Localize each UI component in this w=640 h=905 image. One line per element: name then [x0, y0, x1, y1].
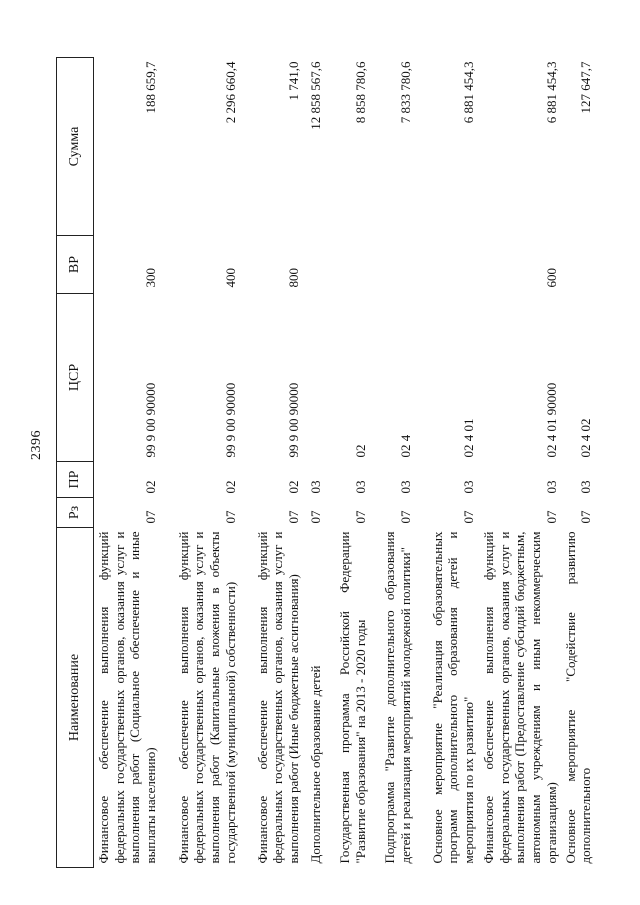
- row-name: Подпрограмма "Развитие дополнительного образования детей и реализация мероприятий молодежной политики": [382, 531, 413, 864]
- table-row: [415, 58, 478, 868]
- row-name: Государственная программа Российской Федерации "Развитие образования" на 2013 - 2020 годы: [337, 531, 368, 864]
- table-row: [371, 58, 416, 868]
- table-row: [94, 58, 161, 868]
- row-csr: 99 9 00 90000: [143, 382, 159, 458]
- row-rz: 07: [352, 510, 368, 524]
- row-vr: 800: [285, 268, 301, 288]
- table-row: [326, 58, 371, 868]
- header-csr: ЦСР: [57, 294, 94, 462]
- table-row: [561, 58, 596, 868]
- row-pr: 03: [578, 480, 594, 494]
- row-pr: 02: [285, 480, 301, 494]
- row-name: Основное мероприятие "Содействие развитию дополнительного: [562, 531, 594, 864]
- table-row: [240, 58, 303, 868]
- row-csr: 02 4: [397, 434, 413, 458]
- row-name: Финансовое обеспечение выполнения функций федеральных государственных органов, оказания услуг и выполнения работ (Иные бюджетные ассигнования): [254, 531, 301, 864]
- header-pr: ПР: [57, 462, 94, 498]
- row-pr: 03: [461, 480, 476, 494]
- header-name: Наименование: [57, 528, 94, 868]
- row-vr: [415, 236, 478, 294]
- row-rz: 07: [397, 510, 413, 524]
- page-number: 2396: [29, 430, 44, 460]
- row-name: Финансовое обеспечение выполнения функций федеральных государственных органов, оказания услуг и выполнения работ (Предоставление субсидий бюджетным, автономным учреждениям и иным некоммерческим организациям): [481, 531, 559, 864]
- row-pr: 03: [308, 480, 324, 494]
- row-rz: 07: [285, 510, 301, 524]
- row-name: Дополнительное образование детей: [308, 665, 324, 864]
- budget-table-rotated: [56, 58, 596, 868]
- row-csr: 02 4 01: [461, 418, 476, 458]
- row-rz: 07: [543, 510, 559, 524]
- header-sum: Сумма: [57, 58, 94, 236]
- row-vr: 400: [222, 268, 238, 288]
- row-sum: 188 659,7: [143, 61, 159, 114]
- row-rz: 07: [308, 510, 324, 524]
- row-sum: 1 741,0: [285, 61, 301, 101]
- row-pr: 02: [222, 480, 238, 494]
- row-name: Финансовое обеспечение выполнения функций федеральных государственных органов, оказания услуг и выполнения работ (Социальное обеспечение и иные выплаты населению): [96, 531, 159, 864]
- table-header-row: [57, 58, 94, 868]
- table-row: [479, 58, 562, 868]
- row-rz: 07: [578, 510, 594, 524]
- row-sum: 2 296 660,4: [222, 61, 238, 124]
- row-name: Основное мероприятие "Реализация образовательных программ дополнительного образования детей и мероприятия по их развитию": [429, 531, 476, 864]
- row-vr: [561, 236, 596, 294]
- row-vr: [303, 236, 325, 294]
- row-pr: 03: [543, 480, 559, 494]
- budget-table: [56, 57, 596, 868]
- row-csr: 99 9 00 90000: [222, 382, 238, 458]
- row-csr: 99 9 00 90000: [285, 382, 301, 458]
- row-pr: 03: [397, 480, 413, 494]
- row-vr: [371, 236, 416, 294]
- table-row: [303, 58, 325, 868]
- row-sum: 6 881 454,3: [461, 61, 476, 124]
- table-row: [161, 58, 240, 868]
- row-rz: 07: [143, 510, 159, 524]
- row-csr: 02 4 01 90000: [543, 382, 559, 458]
- row-pr: 02: [143, 480, 159, 494]
- header-rz: Рз: [57, 498, 94, 528]
- row-sum: 12 858 567,6: [308, 61, 324, 130]
- row-sum: 6 881 454,3: [543, 61, 559, 124]
- row-sum: 7 833 780,6: [397, 61, 413, 124]
- row-vr: 300: [143, 268, 159, 288]
- header-vr: ВР: [57, 236, 94, 294]
- row-sum: 8 858 780,6: [352, 61, 368, 124]
- row-csr: 02: [352, 444, 368, 458]
- row-pr: 03: [352, 480, 368, 494]
- row-vr: [326, 236, 371, 294]
- row-rz: 07: [222, 510, 238, 524]
- row-sum: 127 647,7: [578, 61, 594, 114]
- row-csr: 02 4 02: [578, 418, 594, 458]
- row-name: Финансовое обеспечение выполнения функций федеральных государственных органов, оказания услуг и выполнения работ (Капитальные вложения в объекты государственной (муниципальной) собственности): [175, 531, 238, 864]
- row-csr: [303, 294, 325, 462]
- row-vr: 600: [543, 268, 559, 288]
- row-rz: 07: [461, 510, 476, 524]
